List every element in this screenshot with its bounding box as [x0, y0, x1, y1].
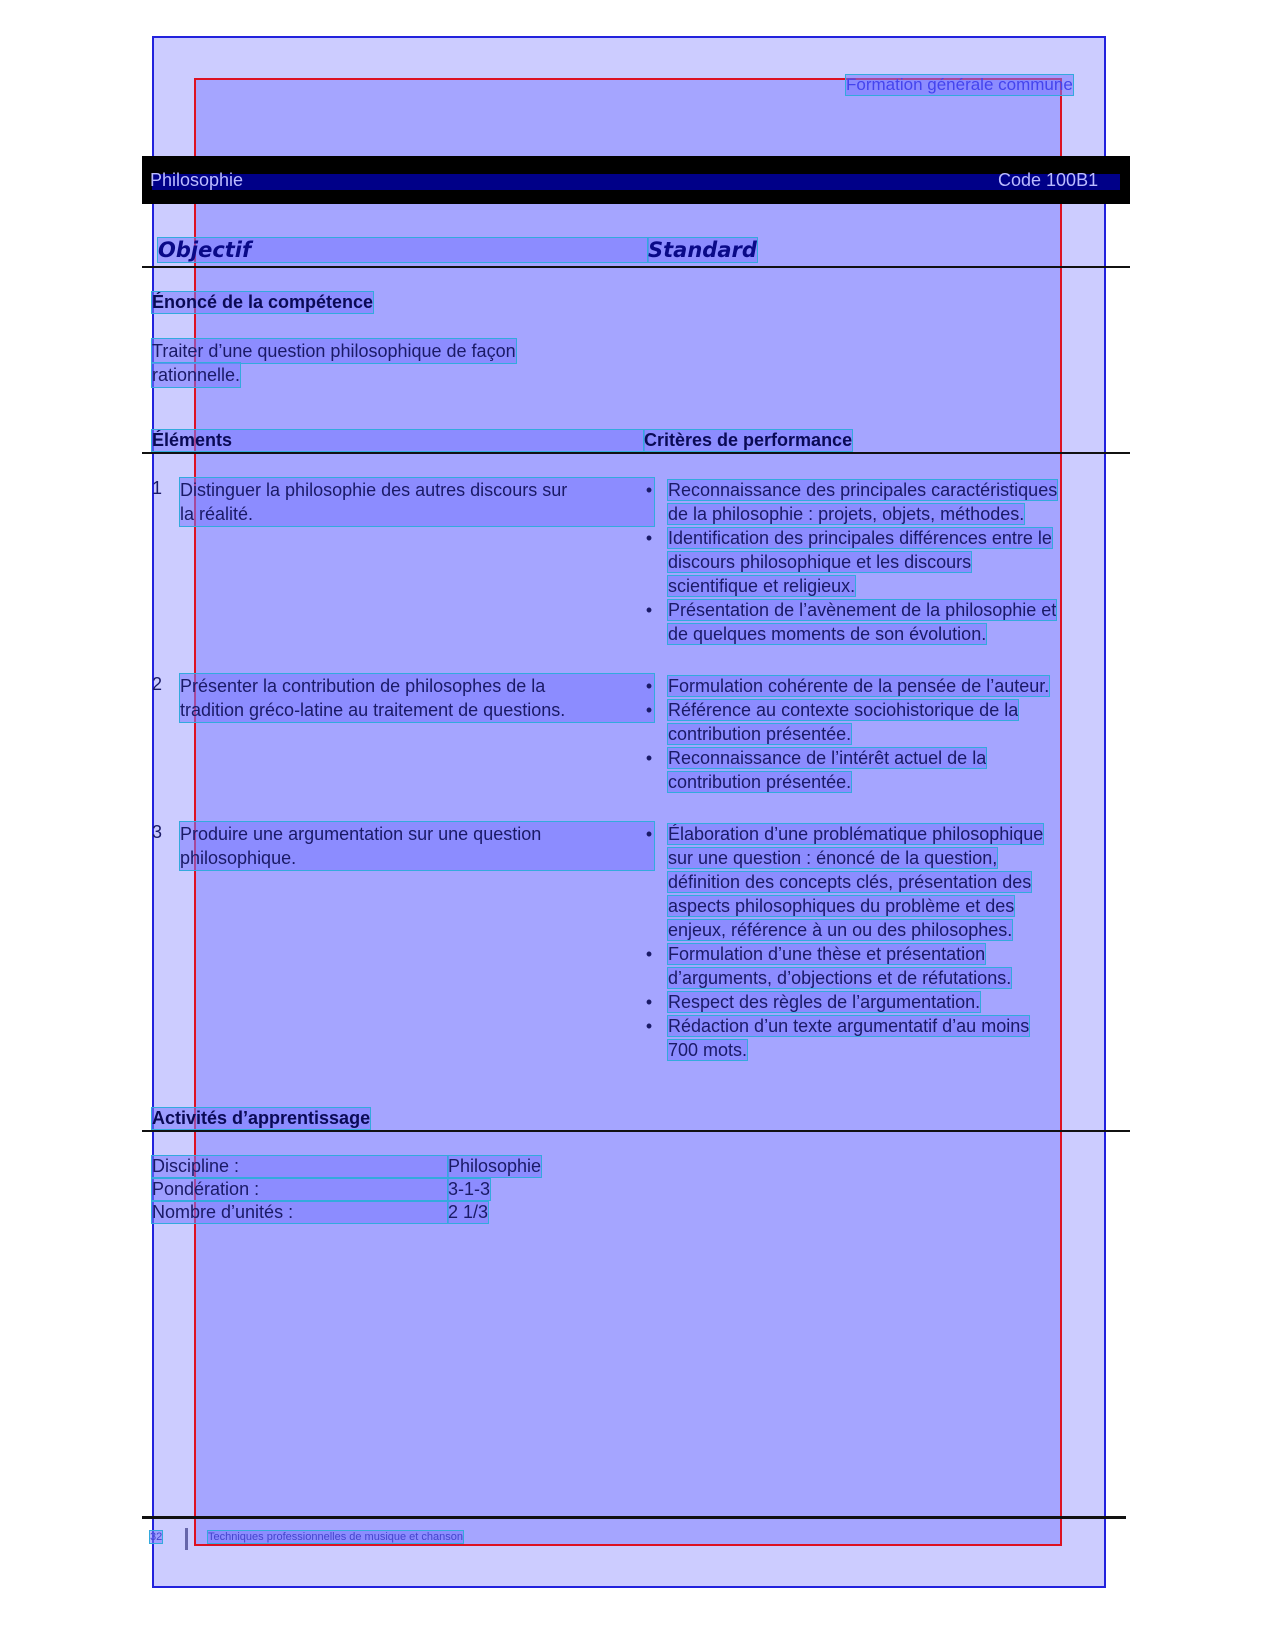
element-line: la réalité. [180, 504, 254, 524]
competence-heading: Énoncé de la compétence [152, 292, 374, 312]
footer-program-title: Techniques professionnelles de musique et chanson [208, 1531, 463, 1543]
competence-line: Traiter d’une question philosophique de façon [152, 341, 516, 361]
bullet-icon: • [645, 1016, 653, 1036]
bullet-icon: • [645, 944, 653, 964]
element-text [180, 822, 654, 870]
criterion-item: • Identification des principales différences entre le discours philosophique et les discours scientifique et religieux. [645, 528, 1052, 596]
criterion-item: • Élaboration d’une problématique philosophique sur une question : énoncé de la question, définition des concepts clés, présentation des aspects philosophiques du problème et des enjeux, référence à un ou des philosophes. [645, 824, 1044, 940]
bullet-icon: • [645, 748, 653, 768]
units-value: 2 1/3 [448, 1202, 489, 1222]
units-label: Nombre d’unités : [152, 1202, 448, 1223]
bullet-icon: • [645, 528, 653, 548]
activities-heading: Activités d’apprentissage [152, 1108, 371, 1128]
page-title: Philosophie [150, 170, 244, 190]
element-number: 3 [152, 822, 163, 842]
criterion-item: • Présentation de l’avènement de la philosophie et de quelques moments de son évolution. [645, 600, 1057, 644]
element-line: tradition gréco-latine au traitement de questions. [180, 700, 566, 720]
criteria-list [644, 674, 1114, 794]
divider [142, 1130, 1130, 1132]
criterion-item: • Reconnaissance de l’intérêt actuel de la contribution présentée. [645, 748, 987, 792]
title-bar [142, 156, 1130, 204]
criterion-item: • Rédaction d’un texte argumentatif d’au moins 700 mots. [645, 1016, 1030, 1060]
criteria-list [644, 822, 1114, 1062]
criteria-heading: Critères de performance [644, 430, 853, 450]
bullet-icon: • [645, 676, 653, 696]
criterion-item: • Reconnaissance des principales caractéristiques de la philosophie : projets, objets, méthodes. [645, 480, 1058, 524]
footer-rule [142, 1516, 1126, 1519]
criterion-item: • Respect des règles de l’argumentation. [645, 992, 981, 1012]
criteria-list [644, 478, 1114, 646]
running-head: Formation générale commune [846, 75, 1073, 94]
element-line: Présenter la contribution de philosophes de la [180, 676, 546, 696]
discipline-label: Discipline : [152, 1156, 448, 1177]
element-text [180, 674, 654, 722]
elements-heading: Éléments [152, 430, 644, 451]
bullet-icon: • [645, 480, 653, 500]
objective-heading: Objectif [158, 238, 648, 262]
element-text [180, 478, 654, 526]
bullet-icon: • [645, 992, 653, 1012]
element-number: 2 [152, 674, 163, 694]
standard-heading: Standard [648, 238, 757, 262]
competence-line: rationnelle. [152, 365, 241, 385]
competence-statement [152, 339, 516, 387]
element-number: 1 [152, 478, 163, 498]
course-code: Code 100B1 [998, 170, 1099, 190]
discipline-value: Philosophie [448, 1156, 542, 1176]
element-line: philosophique. [180, 848, 297, 868]
page-number: 32 [150, 1531, 163, 1543]
footer-separator [185, 1528, 188, 1550]
weighting-label: Pondération : [152, 1179, 448, 1200]
weighting-value: 3-1-3 [448, 1179, 491, 1199]
bullet-icon: • [645, 700, 653, 720]
criterion-item: • Référence au contexte sociohistorique de la contribution présentée. [645, 700, 1019, 744]
criterion-item: • Formulation cohérente de la pensée de l’auteur. [645, 676, 1050, 696]
divider [142, 266, 1130, 268]
criterion-item: • Formulation d’une thèse et présentation d’arguments, d’objections et de réfutations. [645, 944, 1012, 988]
element-line: Distinguer la philosophie des autres discours sur [180, 480, 568, 500]
divider [142, 452, 1130, 454]
bullet-icon: • [645, 824, 653, 844]
element-line: Produire une argumentation sur une question [180, 824, 542, 844]
bullet-icon: • [645, 600, 653, 620]
